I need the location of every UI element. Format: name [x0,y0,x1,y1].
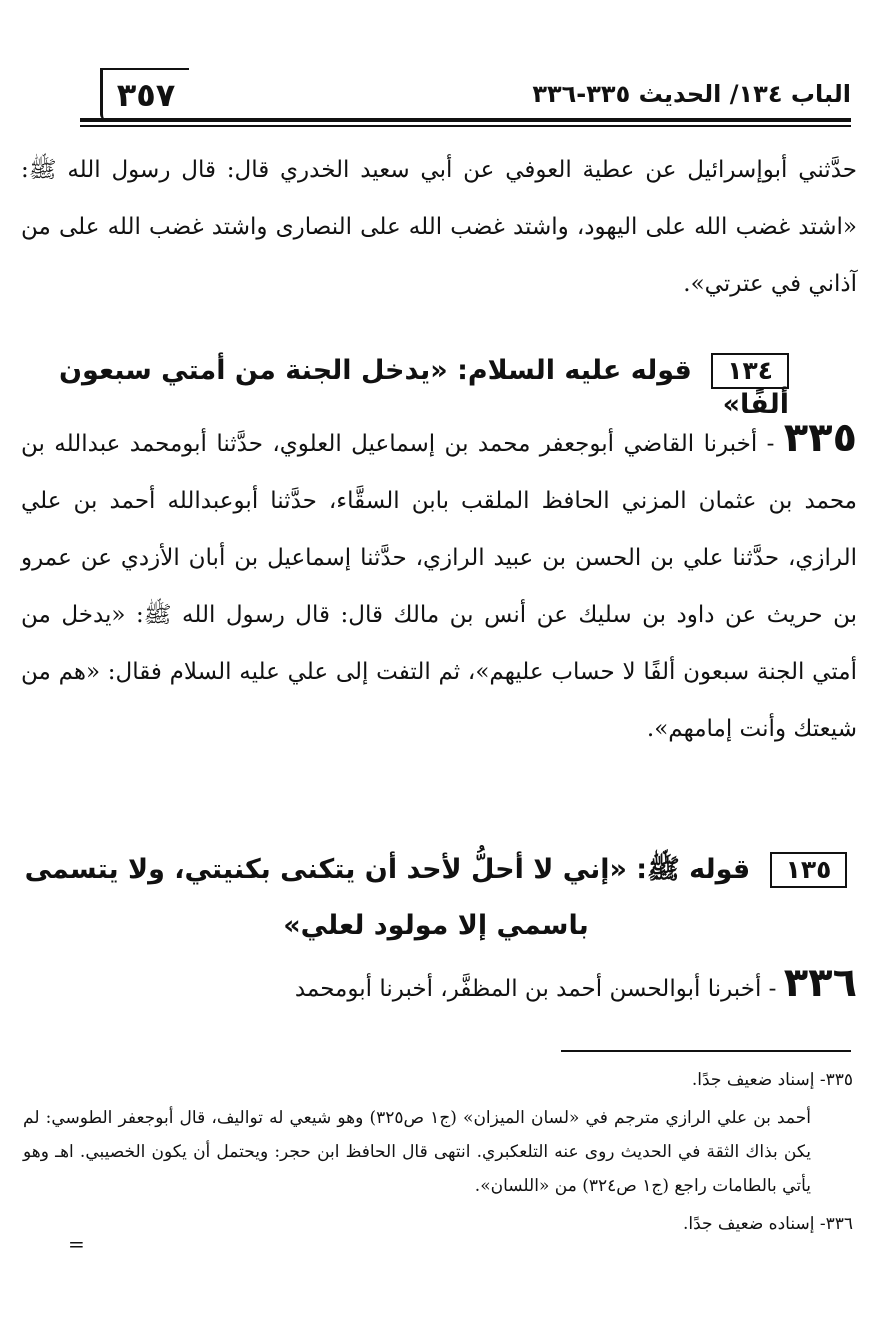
paragraph-hadith-continuation: حدَّثني أبوإسرائيل عن عطية العوفي عن أبي سعيد الخدري قال: قال رسول الله ﷺ: «اشتد غضب الله على اليهود، واشتد غضب الله على النصارى واشتد غضب الله على من آذاني في عترتي». [21,157,857,297]
footnote-335-body: أحمد بن علي الرازي مترجم في «لسان الميزان» (ج١ ص٣٢٥) وهو شيعي له تواليف، قال أبوجعفر الطوسي: لم يكن بذاك الثقة في الحديث روى عنه التلعكبري. انتهى قال الحافظ ابن حجر: ويحتمل أن يكون الخصيبي. اهـ وهو يأتي بالطامات راجع (ج١ ص٣٢٤) من «اللسان». [23,1108,811,1196]
hadith-text: - أخبرنا أبوالحسن أحمد بن المظفَّر، أخبرنا أبومحمد [294,976,777,1002]
footnotes [23,1063,853,1245]
section-number: ١٣٥ [770,852,848,888]
continuation-mark: = [68,1232,85,1256]
section-heading-135 [21,842,851,954]
hadith-number: ٣٣٦ [783,960,857,1006]
hadith-335 [21,410,857,758]
footnote-335-title: ٣٣٥- إسناد ضعيف جدًا. [691,1070,853,1090]
footnote-336-title: ٣٣٦- إسناده ضعيف جدًا. [682,1214,853,1234]
section-title: قوله عليه السلام: «يدخل الجنة من أمتي سبعون ألفًا» [58,355,789,420]
hadith-text: - أخبرنا القاضي أبوجعفر محمد بن إسماعيل العلوي، حدَّثنا أبومحمد عبدالله بن محمد بن عثمان المزني الحافظ الملقب بابن السقَّاء، حدَّثنا أبوعبدالله أحمد بن علي الرازي، حدَّثنا علي بن الحسن بن عبيد الرازي، حدَّثنا إسماعيل بن أبان الأزدي عن عمرو بن حريث عن داود بن سليك عن أنس بن مالك قال: قال رسول الله ﷺ: «يدخل من أمتي الجنة سبعون ألفًا لا حساب عليهم»، ثم التفت إلى علي عليه السلام فقال: «هم من شيعتك وأنت إمامهم». [21,431,857,742]
section-number: ١٣٤ [711,353,789,389]
footnote-rule [561,1050,851,1052]
running-title: الباب ١٣٤/ الحديث ٣٣٥-٣٣٦ [532,80,851,108]
hadith-number: ٣٣٥ [783,415,857,461]
page-number: ٣٥٧ [100,68,189,120]
hadith-336 [21,955,857,1018]
header-rule-thin [80,125,851,127]
section-title: قوله ﷺ: «إني لا أحلُّ لأحد أن يتكنى بكنيتي، ولا يتسمى باسمي إلا مولود لعلي» [24,854,751,941]
header-rule [80,118,851,122]
